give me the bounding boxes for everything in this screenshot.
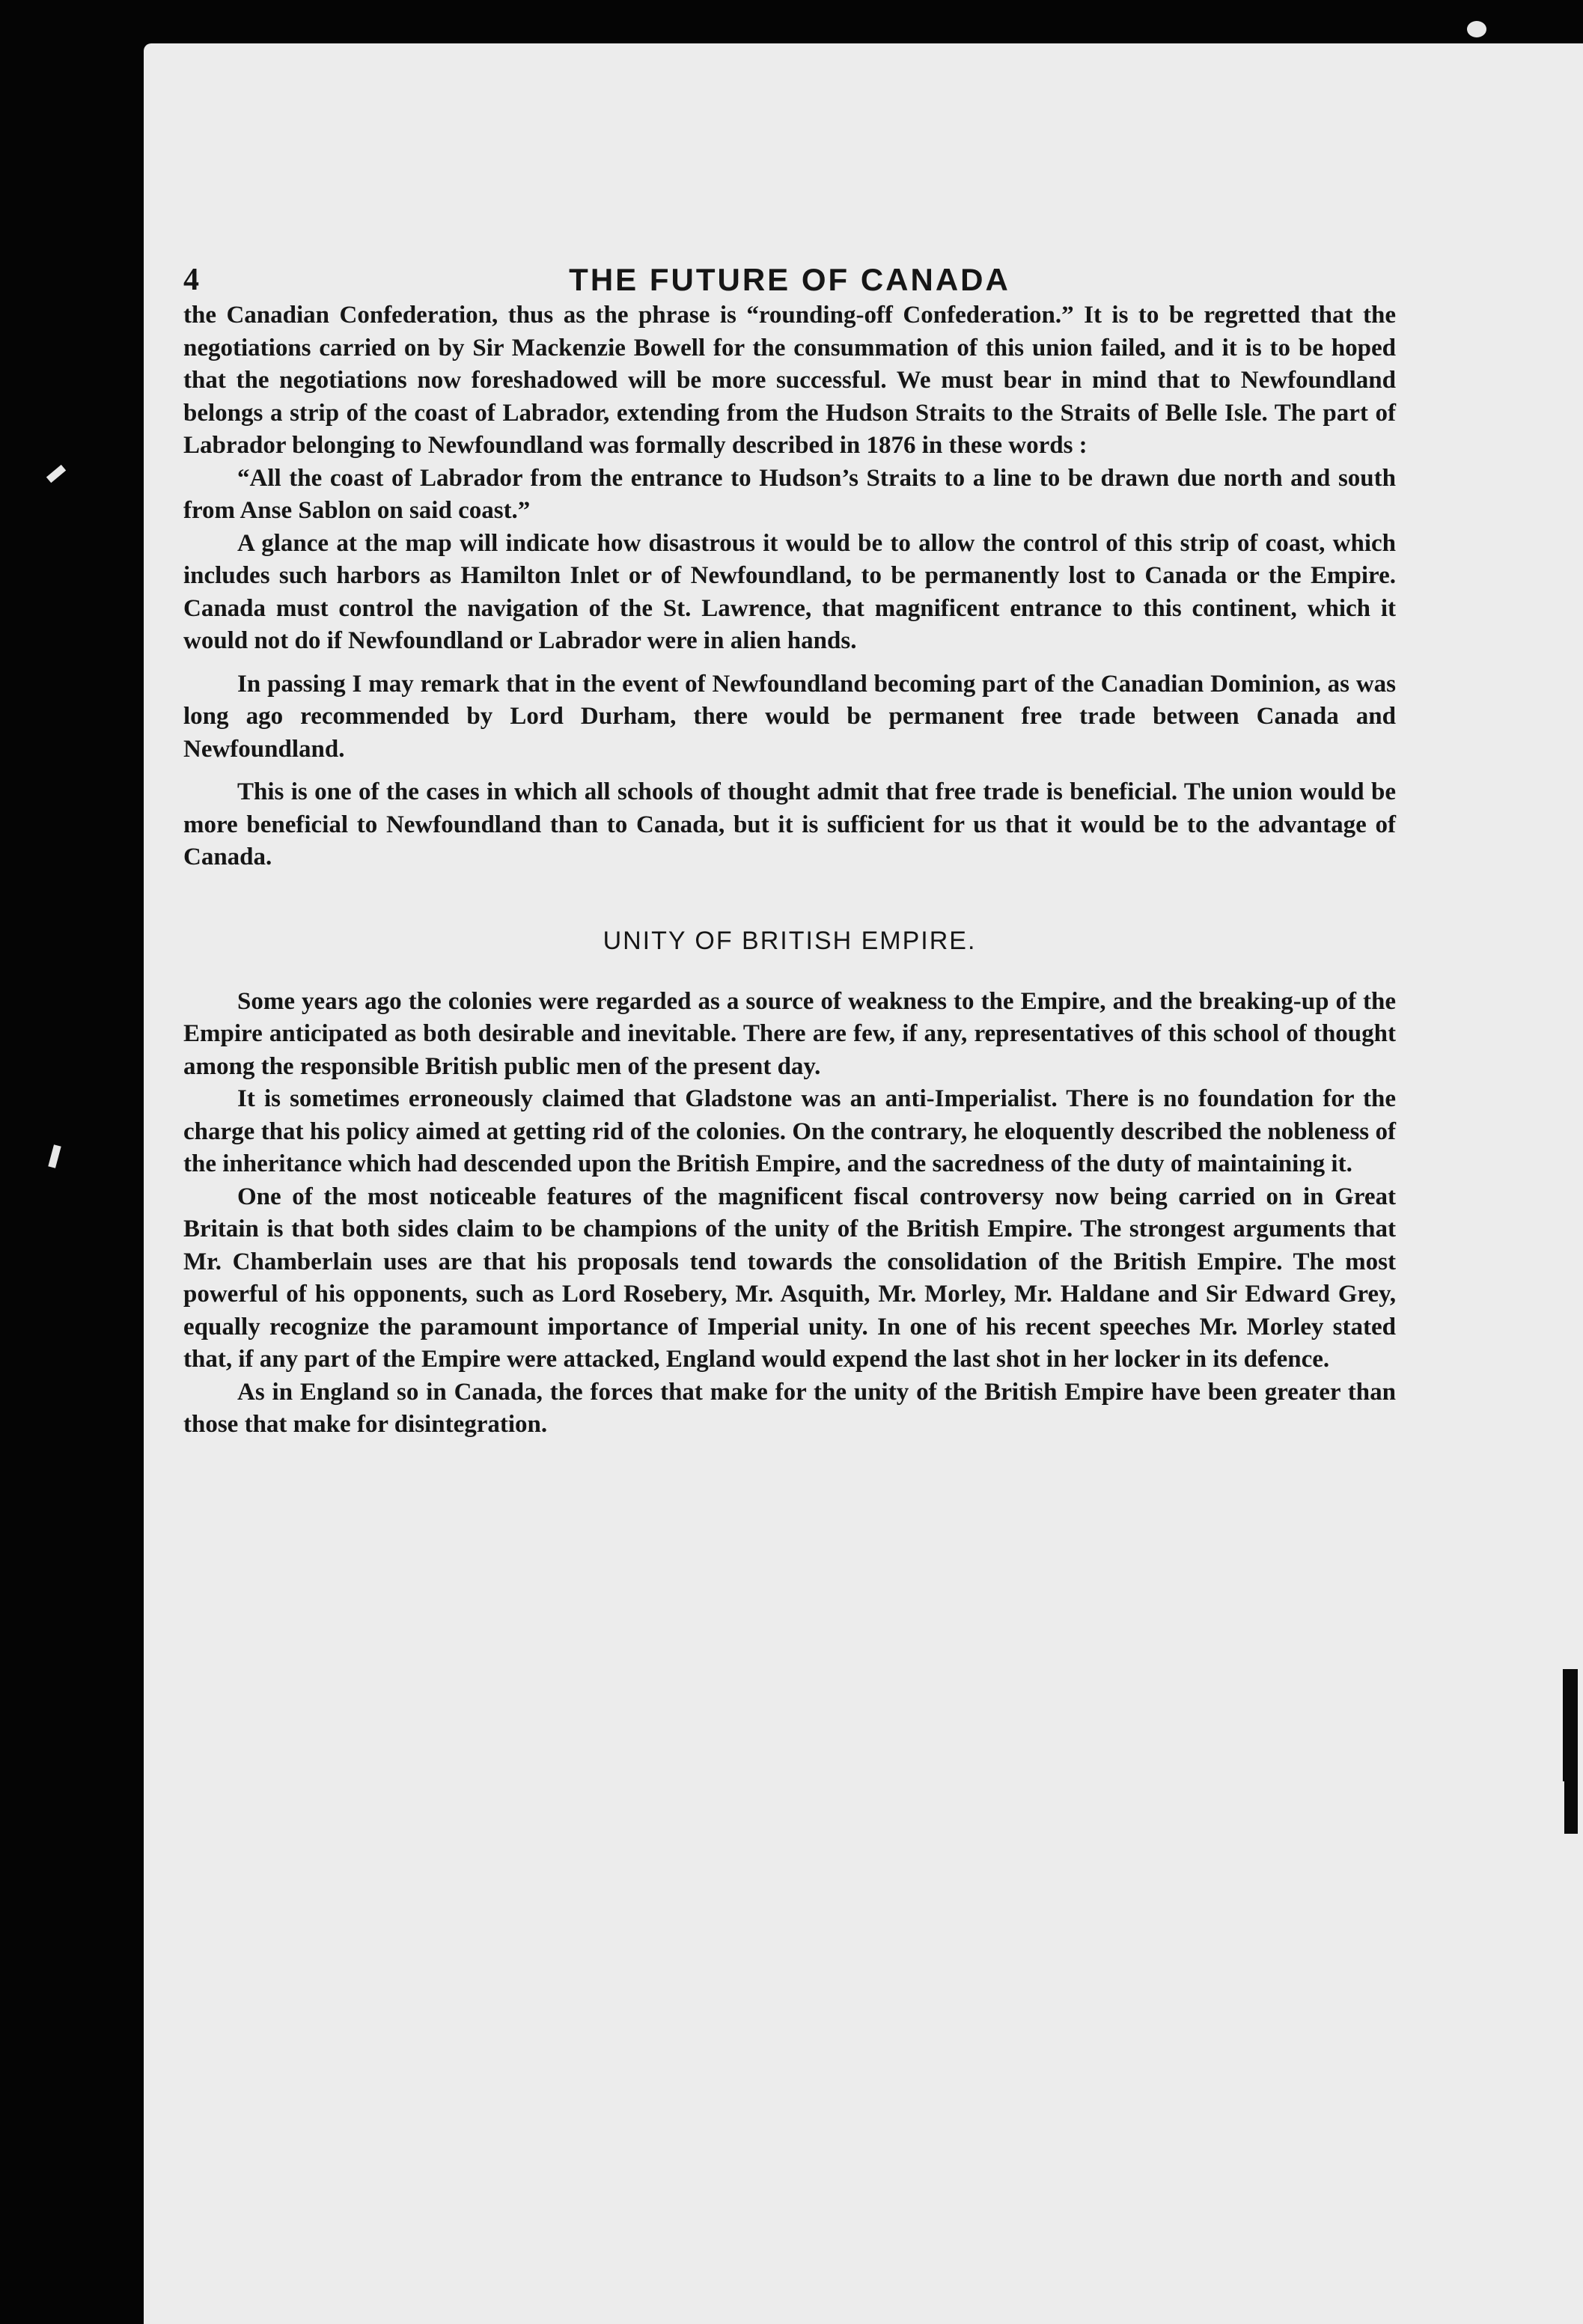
body-paragraph: the Canadian Confederation, thus as the phrase is “rounding-off Confederation.” It is to be regretted that the negotiations carried on by Sir Mackenzie Bowell for the consummation of this union failed, and it is to be hoped that the negotiations now foreshadowed will be more successful. We must bear in mind that to Newfoundland belongs a strip of the coast of Labrador, extending from the Hudson Straits to the Straits of Belle Isle. The part of Labrador belonging to Newfoundland was formally described in 1876 in these words : xyxy=(183,302,1396,459)
binding-mark xyxy=(1563,1669,1578,1781)
margin-speck xyxy=(46,465,66,483)
body-paragraph: This is one of the cases in which all schools of thought admit that free trade is beneficial. The union would be more beneficial to Newfoundland than to Canada, but it is sufficient for us that it would be to the advantage of Canada. xyxy=(183,778,1396,870)
body-paragraph: One of the most noticeable features of the magnificent fiscal controversy now being carried on in Great Britain is that both sides claim to be champions of the unity of the British Empire. The strongest arguments that Mr. Chamberlain uses are that his proposals tend towards the consolidation of the British Empire. The most powerful of his opponents, such as Lord Rosebery, Mr. Asquith, Mr. Morley, Mr. Haldane and Sir Edward Grey, equally recognize the paramount importance of Imperial unity. In one of his recent speeches Mr. Morley stated that, if any part of the Empire were attacked, England would expend the last shot in her locker in its defence. xyxy=(183,1183,1396,1373)
running-head xyxy=(183,217,1396,299)
section-heading: UNITY OF BRITISH EMPIRE. xyxy=(603,926,977,955)
running-title: THE FUTURE OF CANADA xyxy=(569,262,1010,297)
margin-speck xyxy=(1467,21,1486,37)
margin-speck xyxy=(48,1144,61,1168)
binding-mark xyxy=(1564,1766,1578,1834)
quotation-paragraph: “All the coast of Labrador from the entrance to Hudson’s Straits to a line to be drawn due north and south from Anse Sablon on said coast.” xyxy=(183,464,1396,524)
body-paragraph: It is sometimes erroneously claimed that Gladstone was an anti-Imperialist. There is no foundation for the charge that his policy aimed at getting rid of the colonies. On the contrary, he eloquently described the nobleness of the inheritance which had descended upon the British Empire, and the sacredness of the duty of maintaining it. xyxy=(183,1085,1396,1177)
page-content xyxy=(183,217,1396,1442)
body-paragraph: Some years ago the colonies were regarded as a source of weakness to the Empire, and the breaking-up of the Empire anticipated as both desirable and inevitable. There are few, if any, representatives of this school of thought among the responsible British public men of the present day. xyxy=(183,987,1396,1080)
page-number: 4 xyxy=(183,263,199,297)
body-paragraph: In passing I may remark that in the event of Newfoundland becoming part of the Canadian Dominion, as was long ago recommended by Lord Durham, there would be permanent free trade between Canada and Newfoundland. xyxy=(183,670,1396,763)
body-paragraph: A glance at the map will indicate how disastrous it would be to allow the control of this strip of coast, which includes such harbors as Hamilton Inlet or of Newfoundland, to be permanently lost to Canada or the Empire. Canada must control the navigation of the St. Lawrence, that magnificent entrance to this continent, which it would not do if Newfoundland or Labrador were in alien hands. xyxy=(183,529,1396,654)
body-paragraph: As in England so in Canada, the forces that make for the unity of the British Empire have been greater than those that make for disintegration. xyxy=(183,1378,1396,1438)
